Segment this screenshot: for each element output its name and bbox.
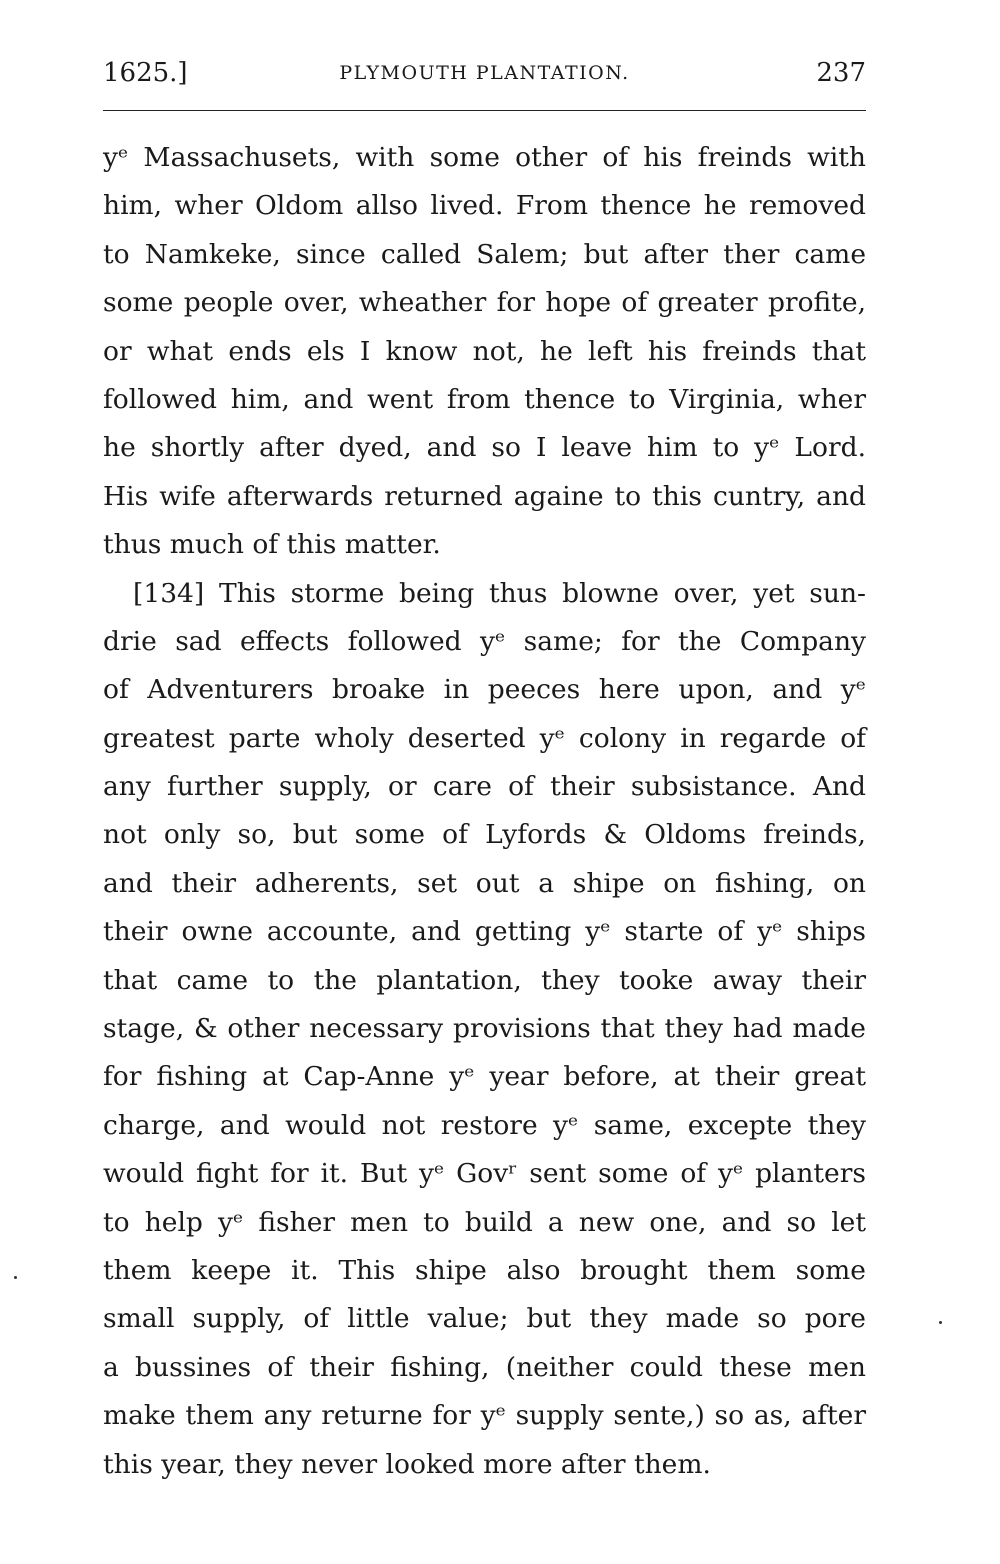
- text-line: followed him, and went from thence to Virginia, wher: [103, 383, 866, 415]
- text-line: would fight for it. But yᵉ Govʳ sent some of yᵉ planters: [103, 1158, 866, 1190]
- running-header: [103, 58, 866, 94]
- text-line: them keepe it. This shipe also brought them some: [103, 1254, 866, 1286]
- text-line: their owne accounte, and getting yᵉ starte of yᵉ ships: [103, 916, 866, 948]
- page-body: [103, 134, 866, 1489]
- text-line: stage, & other necessary provisions that they had made: [103, 1013, 866, 1045]
- text-line: that came to the plantation, they tooke away their: [103, 964, 866, 996]
- text-line: some people over, wheather for hope of greater profite,: [103, 287, 866, 319]
- text-line: a bussines of their fishing, (neither could these men: [103, 1351, 866, 1383]
- text-line: any further supply, or care of their subsistance. And: [103, 771, 866, 803]
- paragraph: [103, 570, 866, 1489]
- scan-speck: [939, 1321, 942, 1324]
- paragraph: [103, 134, 866, 570]
- text-line: this year, they never looked more after them.: [103, 1448, 711, 1480]
- text-line: not only so, but some of Lyfords & Oldoms freinds,: [103, 819, 866, 851]
- text-line: make them any returne for yᵉ supply sente,) so as, after: [103, 1400, 866, 1432]
- text-line: of Adventurers broake in peeces here upon, and yᵉ: [103, 674, 866, 706]
- text-line: to Namkeke, since called Salem; but after ther came: [103, 238, 866, 270]
- text-line: His wife afterwards returned againe to this cuntry, and: [103, 480, 866, 512]
- header-year: 1625.]: [103, 58, 188, 88]
- text-line: drie sad effects followed yᵉ same; for the Company: [103, 625, 866, 657]
- text-line: charge, and would not restore yᵉ same, excepte they: [103, 1109, 866, 1141]
- text-line: greatest parte wholy deserted yᵉ colony in regarde of: [103, 722, 866, 754]
- scan-speck: [14, 1276, 17, 1279]
- text-line: thus much of this matter.: [103, 529, 441, 561]
- text-line: [134] This storme being thus blowne over, yet sun-: [133, 577, 866, 609]
- header-rule: [103, 110, 866, 111]
- text-line: or what ends els I know not, he left his freinds that: [103, 335, 866, 367]
- text-line: yᵉ Massachusets, with some other of his freinds with: [103, 142, 866, 173]
- text-line: to help yᵉ fisher men to build a new one, and so let: [103, 1206, 866, 1238]
- header-title: PLYMOUTH PLANTATION.: [339, 62, 630, 84]
- page-number: 237: [816, 58, 866, 88]
- text-line: and their adherents, set out a shipe on fishing, on: [103, 867, 866, 899]
- text-line: him, wher Oldom allso lived. From thence he removed: [103, 190, 866, 222]
- text-line: he shortly after dyed, and so I leave him to yᵉ Lord.: [103, 432, 866, 464]
- text-line: for fishing at Cap-Anne yᵉ year before, at their great: [103, 1061, 866, 1093]
- text-line: small supply, of little value; but they made so pore: [103, 1303, 866, 1335]
